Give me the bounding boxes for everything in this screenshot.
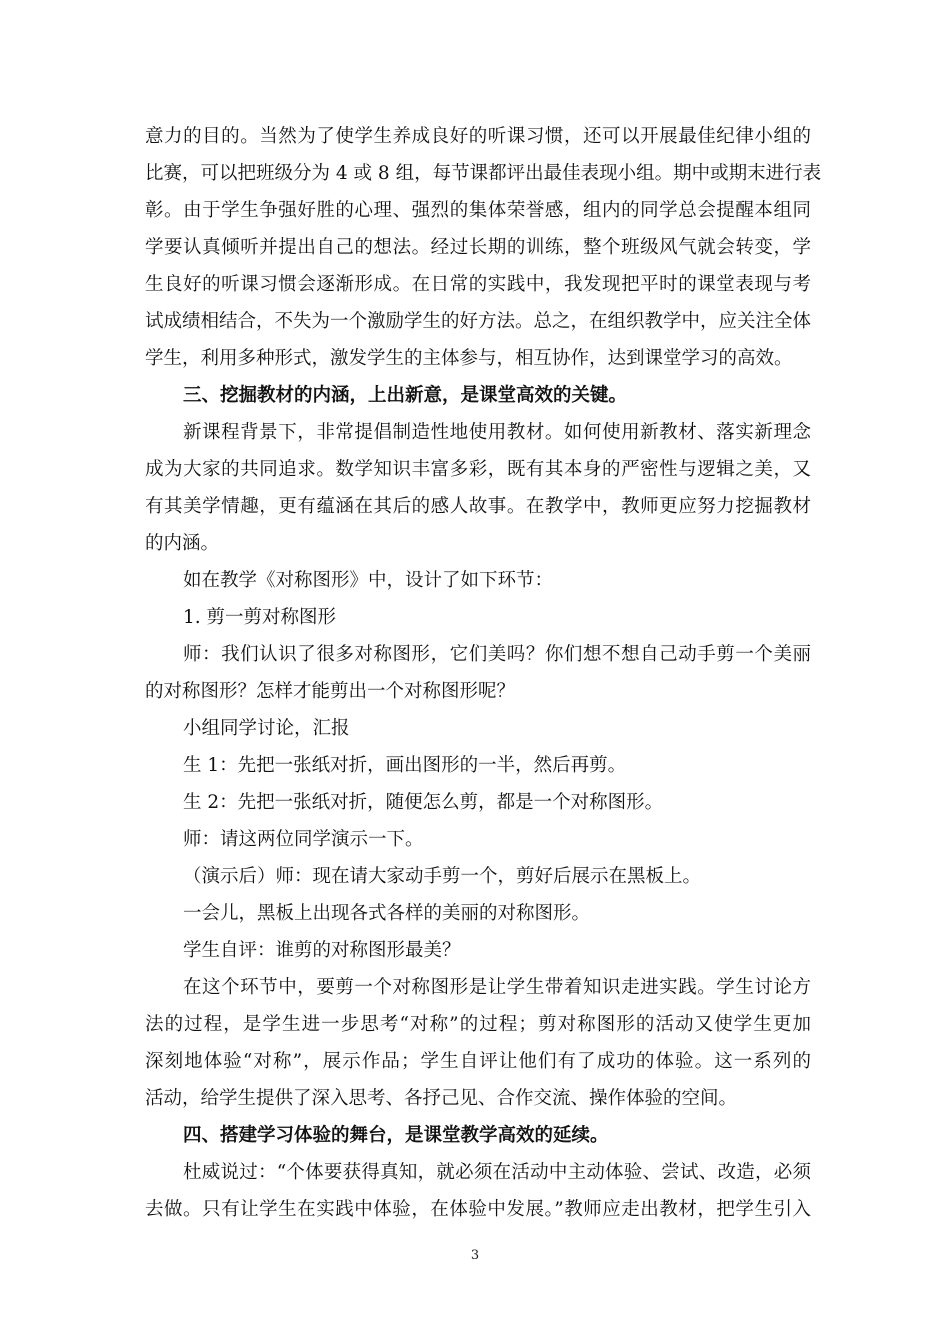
text-line: （演示后）师：现在请大家动手剪一个，剪好后展示在黑板上。 bbox=[183, 866, 702, 887]
text-line: 生 2：先把一张纸对折，随便怎么剪，都是一个对称图形。 bbox=[183, 792, 664, 813]
text-line: 生 1：先把一张纸对折，画出图形的一半，然后再剪。 bbox=[183, 755, 627, 776]
text-line: 在这个环节中，要剪一个对称图形是让学生带着知识走进实践。学生讨论方 bbox=[183, 977, 811, 998]
text-line: 学生自评：谁剪的对称图形最美？ bbox=[183, 940, 461, 961]
text-line: 试成绩相结合，不失为一个激励学生的好方法。总之，在组织教学中，应关注全体 bbox=[145, 311, 812, 332]
text-line: 如在教学《对称图形》中，设计了如下环节： bbox=[183, 570, 554, 591]
text-line: 师：请这两位同学演示一下。 bbox=[183, 829, 424, 850]
text-line: 小组同学讨论，汇报 bbox=[183, 718, 350, 739]
text-line: 新课程背景下，非常提倡制造性地使用教材。如何使用新教材、落实新理念 bbox=[183, 422, 811, 443]
text-line: 的对称图形？怎样才能剪出一个对称图形呢？ bbox=[145, 681, 516, 702]
text-line: 杜威说过：“个体要获得真知，就必须在活动中主动体验、尝试、改造，必须 bbox=[183, 1162, 811, 1183]
text-line: 1. 剪一剪对称图形 bbox=[183, 607, 337, 628]
body-text bbox=[145, 118, 822, 1228]
text-line: 师：我们认识了很多对称图形，它们美吗？你们想不想自己动手剪一个美丽 bbox=[183, 644, 811, 665]
section-heading: 四、搭建学习体验的舞台，是课堂教学高效的延续。 bbox=[183, 1125, 609, 1146]
text-line: 的内涵。 bbox=[145, 533, 220, 554]
text-line: 学要认真倾听并提出自己的想法。经过长期的训练，整个班级风气就会转变，学 bbox=[145, 237, 811, 258]
text-line: 学生，利用多种形式，激发学生的主体参与，相互协作，达到课堂学习的高效。 bbox=[145, 348, 793, 369]
text-line: 一会儿，黑板上出现各式各样的美丽的对称图形。 bbox=[183, 903, 591, 924]
text-line: 去做。只有让学生在实践中体验，在体验中发展。”教师应走出教材，把学生引入 bbox=[145, 1199, 811, 1220]
section-heading: 三、挖掘教材的内涵，上出新意，是课堂高效的关键。 bbox=[183, 385, 628, 406]
text-line: 比赛，可以把班级分为 4 或 8 组，每节课都评出最佳表现小组。期中或期末进行表 bbox=[145, 163, 822, 184]
text-line: 活动，给学生提供了深入思考、各抒己见、合作交流、操作体验的空间。 bbox=[145, 1088, 738, 1109]
text-line: 彰。由于学生争强好胜的心理、强烈的集体荣誉感，组内的同学总会提醒本组同 bbox=[145, 200, 811, 221]
text-line: 成为大家的共同追求。数学知识丰富多彩，既有其本身的严密性与逻辑之美，又 bbox=[145, 459, 811, 480]
text-line: 意力的目的。当然为了使学生养成良好的听课习惯，还可以开展最佳纪律小组的 bbox=[145, 126, 811, 147]
page-number: 3 bbox=[470, 1248, 480, 1263]
text-line: 有其美学情趣，更有蕴涵在其后的感人故事。在教学中，教师更应努力挖掘教材 bbox=[145, 496, 811, 517]
text-line: 深刻地体验“对称”，展示作品；学生自评让他们有了成功的体验。这一系列的 bbox=[145, 1051, 811, 1072]
text-line: 法的过程，是学生进一步思考“对称”的过程；剪对称图形的活动又使学生更加 bbox=[145, 1014, 811, 1035]
text-line: 生良好的听课习惯会逐渐形成。在日常的实践中，我发现把平时的课堂表现与考 bbox=[145, 274, 811, 295]
